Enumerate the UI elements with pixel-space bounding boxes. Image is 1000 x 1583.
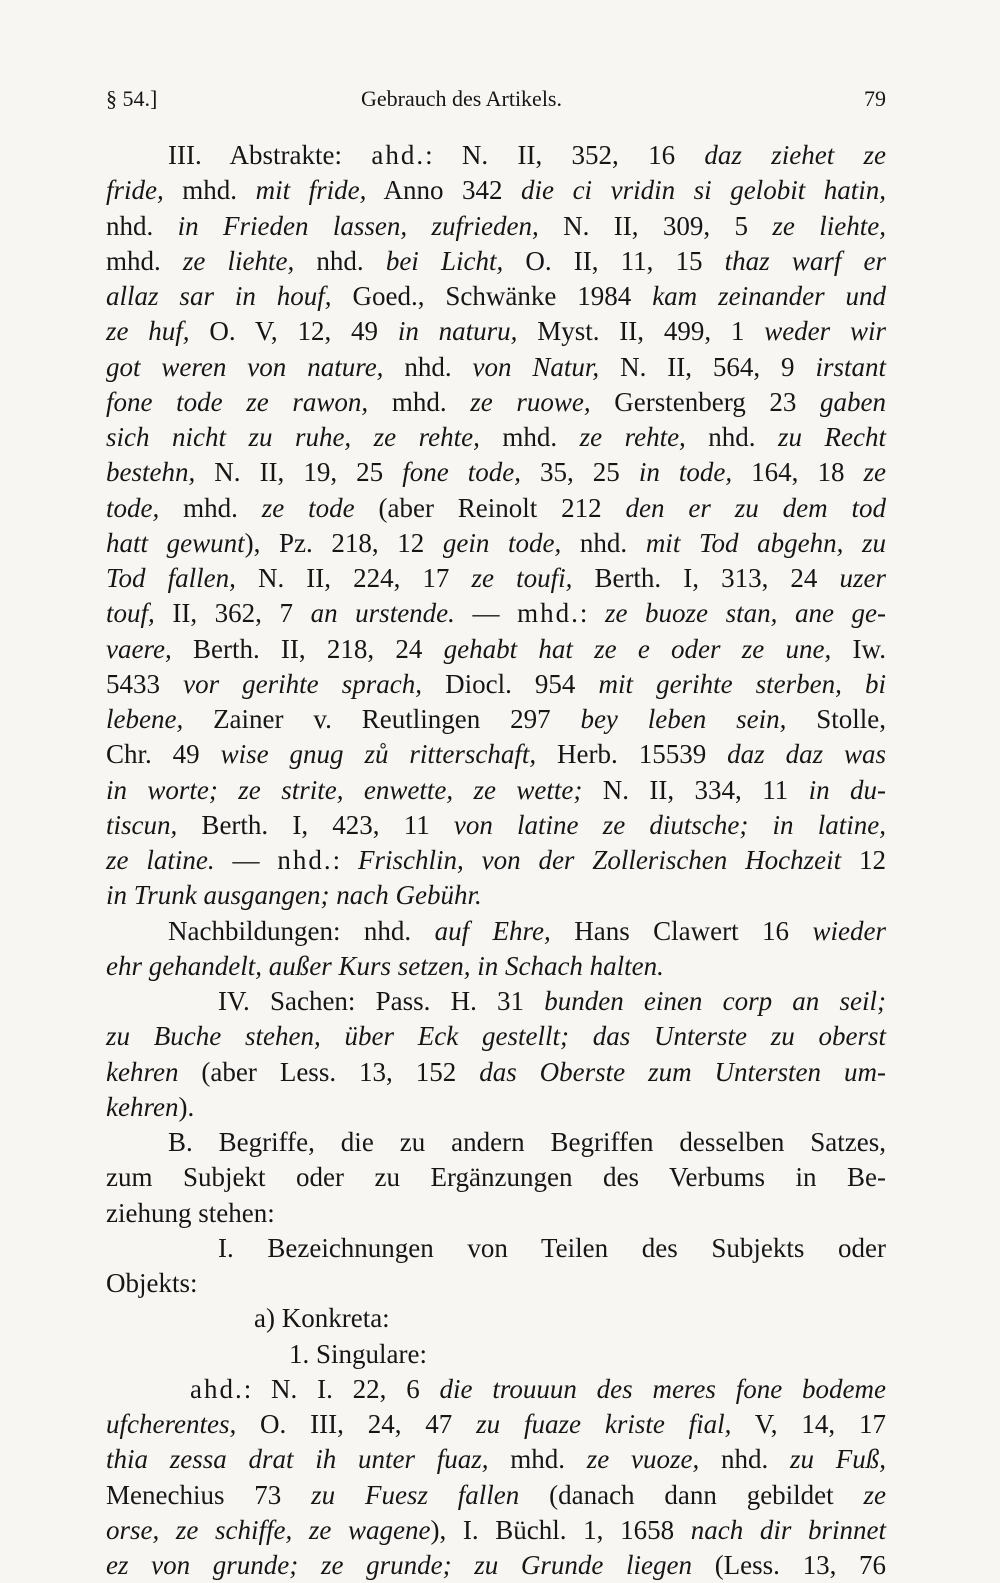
text-segment: (danach dann gebildet (519, 1479, 864, 1510)
italic-text: zu Recht (778, 422, 886, 452)
text-line (106, 1090, 886, 1125)
text-segment: O. II, 11, 15 (503, 245, 725, 276)
italic-text: gehabt hat ze e oder ze une, (443, 633, 832, 664)
text-line (106, 209, 886, 244)
text-line (106, 702, 886, 737)
italic-text: daz ziehet ze (704, 140, 886, 170)
text-segment: N. II, 19, 25 (195, 457, 403, 488)
text-segment: ahd. (371, 140, 426, 170)
italic-text: die trouuun des meres fone bodeme (439, 1373, 886, 1404)
text-line (106, 420, 886, 455)
italic-text: bei Licht, (385, 245, 504, 276)
text-segment: B. Begriffe, die zu andern Begriffen desselben Satzes, (168, 1127, 886, 1157)
italic-text: vor gerihte sprach, (183, 668, 422, 699)
italic-text: mit Tod abgehn, zu (645, 527, 886, 558)
text-segment: II, 362, 7 (154, 598, 311, 629)
italic-text: in tode, (638, 457, 733, 488)
text-segment: Zainer v. Reutlingen 297 (183, 704, 581, 734)
body-text (106, 138, 886, 1583)
text-segment: III. Abstrakte: (168, 140, 372, 170)
text-line (106, 878, 886, 913)
text-segment: nhd. (106, 210, 178, 241)
text-line (106, 596, 886, 631)
text-line (106, 1301, 886, 1336)
italic-text: irstant (815, 351, 886, 382)
text-segment: (aber Less. 13, 152 (178, 1056, 480, 1087)
italic-text: bunden einen corp an seil; (544, 986, 886, 1016)
text-line (106, 808, 886, 843)
text-segment: 1. Singulare: (289, 1338, 427, 1369)
running-header (106, 86, 886, 118)
text-segment: N. II, 334, 11 (582, 774, 809, 805)
italic-text: ze liehte, (772, 210, 887, 241)
text-line (106, 385, 886, 420)
text-line (106, 737, 886, 772)
italic-text: ze tode (261, 492, 355, 523)
text-segment: mhd. (159, 492, 262, 523)
italic-text: ehr gehandelt, außer Kurs setzen, in Schach halten. (106, 950, 664, 981)
text-line (106, 1019, 886, 1054)
text-segment: Hans Clawert 16 (550, 915, 813, 946)
text-segment: : (332, 845, 358, 875)
italic-text: bey leben sein, (580, 704, 787, 734)
text-line (106, 1160, 886, 1195)
text-line (106, 526, 886, 561)
text-segment: mhd. (488, 1444, 587, 1475)
italic-text: fride, (106, 175, 164, 206)
text-line (106, 455, 886, 490)
italic-text: wieder (812, 915, 886, 946)
italic-text: ze ruowe, (470, 386, 591, 417)
text-segment: nhd. (294, 245, 386, 276)
italic-text: lebene, (106, 704, 184, 734)
text-line (106, 1372, 886, 1407)
text-line (106, 984, 886, 1019)
text-segment: Myst. II, 499, 1 (517, 316, 765, 347)
italic-text: an urstende. (310, 598, 455, 629)
italic-text: fone tode ze rawon, (106, 386, 369, 417)
italic-text: orse, ze schiffe, ze wagene (106, 1514, 431, 1545)
text-segment: (aber Reinolt 212 (354, 492, 626, 523)
italic-text: den er zu dem tod (625, 492, 886, 523)
text-segment: nhd. (561, 527, 646, 558)
text-line (106, 667, 886, 702)
italic-text: zu Buche stehen, über Eck gestellt; das Unterste zu oberst (106, 1021, 886, 1052)
text-segment: nhd. (685, 422, 779, 452)
text-line (106, 350, 886, 385)
italic-text: tiscun, (106, 809, 178, 840)
italic-text: von Natur, (472, 351, 600, 382)
text-line (106, 314, 886, 349)
italic-text: kam zeinander und (652, 281, 886, 311)
italic-text: ze (863, 457, 887, 488)
italic-text: got weren von nature, (106, 351, 384, 382)
italic-text: Tod fallen, (106, 563, 236, 593)
italic-text: thia zessa drat ih unter fuaz, (106, 1444, 489, 1475)
text-segment: Chr. 49 (106, 739, 221, 770)
text-segment: IV. Sachen: Pass. H. 31 (218, 986, 545, 1016)
text-line (106, 1266, 886, 1301)
italic-text: in du- (808, 774, 886, 805)
italic-text: zu fuaze kriste fial, (476, 1409, 732, 1439)
text-line (106, 1548, 886, 1583)
text-segment: — (454, 598, 518, 629)
text-line (106, 561, 886, 596)
text-segment: zum Subjekt oder zu Ergänzungen des Verbums in Be- (106, 1162, 886, 1193)
italic-text: bestehn, (106, 457, 196, 488)
text-segment: ahd. (190, 1373, 244, 1404)
page-number: 79 (864, 86, 886, 111)
text-segment: I. Bezeichnungen von Teilen des Subjekts oder (218, 1232, 886, 1263)
text-line (106, 1407, 886, 1442)
text-segment: Nachbildungen: nhd. (168, 915, 435, 946)
text-line (106, 1478, 886, 1513)
text-segment: : (579, 598, 605, 629)
text-segment: O. V, 12, 49 (189, 316, 398, 347)
text-line (106, 1337, 886, 1372)
italic-text: gein tode, (442, 527, 562, 558)
text-segment: Objekts: (106, 1268, 198, 1298)
text-segment: nhd. (277, 845, 333, 875)
text-line (106, 173, 886, 208)
text-line (106, 949, 886, 984)
italic-text: in naturu, (397, 316, 518, 347)
italic-text: kehren (106, 1091, 179, 1122)
text-line (106, 1055, 886, 1090)
text-line (106, 279, 886, 314)
text-line (106, 1196, 886, 1231)
text-line (106, 1125, 886, 1160)
italic-text: ufcherentes, (106, 1409, 237, 1439)
text-segment: (Less. 13, 76 (692, 1550, 886, 1580)
text-segment: nhd. (383, 351, 473, 382)
italic-text: sich nicht zu ruhe, ze rehte, (106, 422, 480, 452)
text-line (106, 1231, 886, 1266)
italic-text: touf, (106, 598, 155, 629)
italic-text: zu Fuesz fallen (311, 1479, 520, 1510)
text-segment: mhd. (163, 175, 256, 206)
italic-text: ze buoze stan, ane ge- (604, 598, 886, 629)
text-segment: Berth. I, 313, 24 (572, 563, 840, 593)
text-line (106, 843, 886, 878)
text-segment: ), I. Büchl. 1, 1658 (430, 1514, 691, 1545)
italic-text: ze toufi, (471, 563, 573, 593)
text-line (106, 773, 886, 808)
text-line (106, 632, 886, 667)
italic-text: ze (863, 1479, 886, 1510)
italic-text: thaz warf er (724, 245, 886, 276)
italic-text: daz daz was (727, 739, 887, 770)
text-segment: : N. I. 22, 6 (243, 1373, 440, 1404)
text-line (106, 491, 886, 526)
italic-text: gaben (820, 386, 886, 417)
italic-text: kehren (106, 1056, 179, 1087)
text-segment: V, 14, 17 (731, 1409, 886, 1439)
italic-text: Frischlin, von der Zollerischen Hochzeit (357, 845, 842, 875)
text-segment: nhd. (699, 1444, 790, 1475)
text-segment: N. II, 224, 17 (235, 563, 472, 593)
italic-text: vaere, (106, 633, 172, 664)
italic-text: allaz sar in houf, (106, 281, 332, 311)
text-segment: Gerstenberg 23 (590, 386, 820, 417)
text-line (106, 244, 886, 279)
text-segment: O. III, 24, 47 (236, 1409, 477, 1439)
text-segment: Anno 342 (366, 175, 522, 206)
text-segment: Berth. I, 423, 11 (177, 809, 454, 840)
italic-text: auf Ehre, (434, 915, 551, 946)
italic-text: ze rehte, (579, 422, 686, 452)
italic-text: in worte; ze strite, enwette, ze wette; (106, 774, 583, 805)
italic-text: ze latine. (106, 845, 215, 875)
text-line (106, 138, 886, 173)
text-line (106, 1513, 886, 1548)
italic-text: weder wir (764, 316, 886, 347)
text-segment: mhd. (517, 598, 580, 629)
italic-text: nach dir brinnet (690, 1514, 886, 1545)
italic-text: zu Fuß, (789, 1444, 886, 1475)
text-segment: : N. II, 352, 16 (425, 140, 705, 170)
italic-text: ze vuoze, (586, 1444, 700, 1475)
text-segment: 5433 (106, 668, 184, 699)
section-marker: § 54.] (106, 86, 158, 111)
text-segment: 35, 25 (520, 457, 639, 488)
italic-text: tode, (106, 492, 160, 523)
italic-text: uzer (839, 563, 887, 593)
text-segment: ), Pz. 218, 12 (244, 527, 443, 558)
text-segment: ziehung stehen: (106, 1197, 275, 1228)
text-segment: Herb. 15539 (536, 739, 728, 770)
text-line (106, 1442, 886, 1477)
italic-text: wise gnug zů ritterschaft, (220, 739, 537, 770)
text-segment: N. II, 564, 9 (599, 351, 816, 382)
text-segment: ). (178, 1091, 195, 1122)
italic-text: mit gerihte sterben, bi (598, 668, 887, 699)
text-segment: mhd. (368, 386, 471, 417)
text-segment: N. II, 309, 5 (538, 210, 773, 241)
italic-text: von latine ze diutsche; in latine, (453, 809, 886, 840)
text-segment: Berth. II, 218, 24 (171, 633, 444, 664)
italic-text: das Oberste zum Untersten um- (479, 1056, 886, 1087)
italic-text: ez von grunde; ze grunde; zu Grunde liegen (106, 1550, 693, 1580)
text-segment: mhd. (106, 245, 183, 276)
text-segment: mhd. (479, 422, 580, 452)
text-segment: Menechius 73 (106, 1479, 312, 1510)
italic-text: ze huf, (106, 316, 190, 347)
italic-text: fone tode, (402, 457, 521, 488)
running-title: Gebrauch des Artikels. (361, 86, 562, 111)
italic-text: in Frieden lassen, zufrieden, (177, 210, 539, 241)
text-segment: Iw. (831, 633, 886, 664)
text-segment: Diocl. 954 (422, 668, 599, 699)
text-segment: 12 (841, 845, 887, 875)
text-segment: — (214, 845, 278, 875)
italic-text: hatt gewunt (106, 527, 245, 558)
text-line (106, 914, 886, 949)
text-segment: 164, 18 (732, 457, 864, 488)
text-segment: Stolle, (786, 704, 886, 734)
italic-text: in Trunk ausgangen; nach Gebühr. (106, 880, 482, 911)
italic-text: die ci vridin si gelobit hatin, (521, 175, 886, 206)
italic-text: ze liehte, (182, 245, 295, 276)
text-segment: Goed., Schwänke 1984 (331, 281, 653, 311)
italic-text: mit fride, (255, 175, 367, 206)
text-segment: a) Konkreta: (254, 1303, 390, 1334)
